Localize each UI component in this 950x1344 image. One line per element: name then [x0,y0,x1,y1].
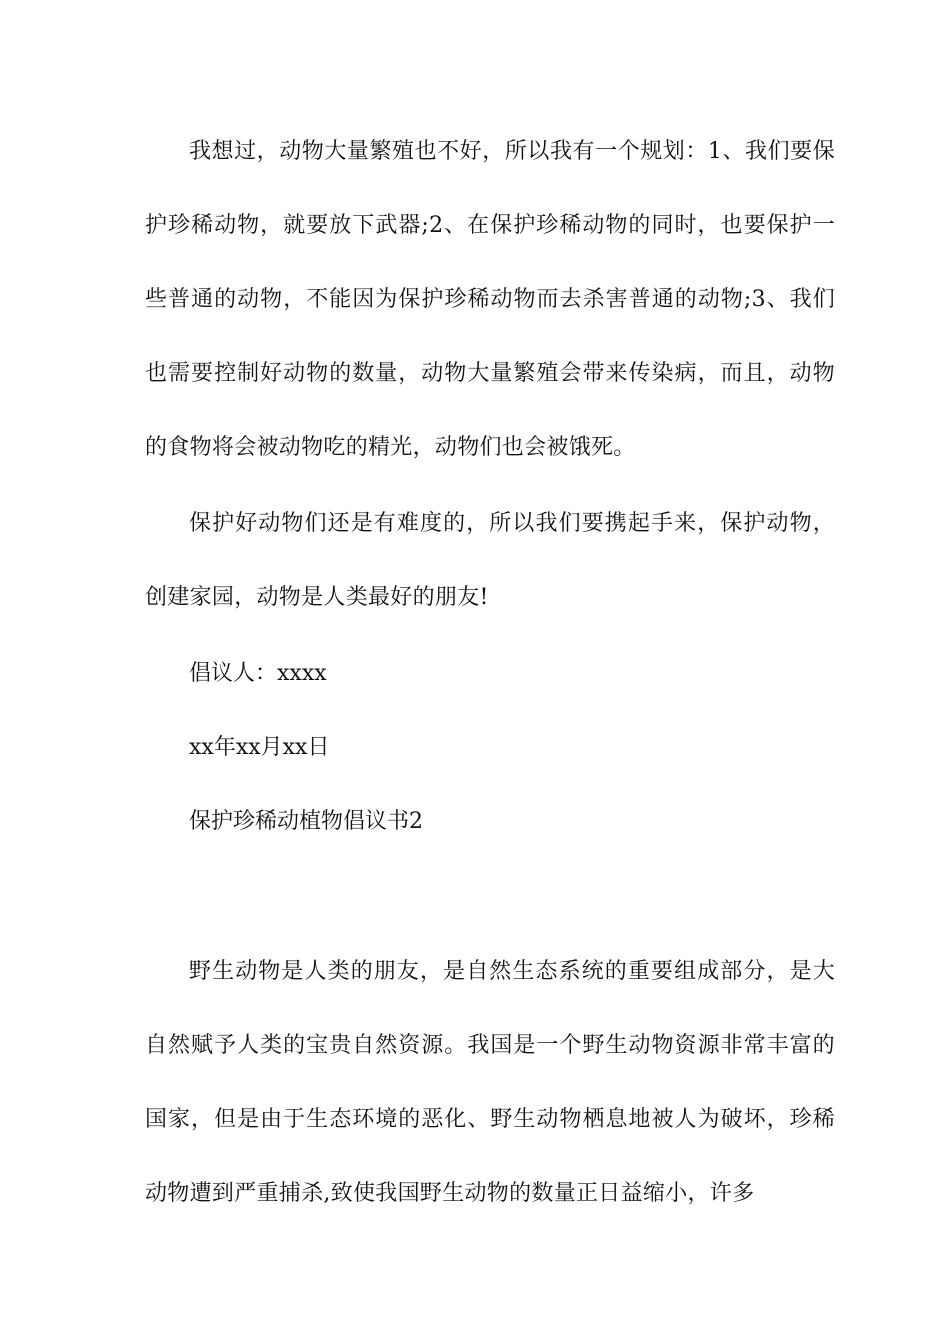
signature-line: 倡议人：xxxx [189,661,327,686]
paragraph-plan: 我想过，动物大量繁殖也不好，所以我有一个规划：1、我们要保护珍稀动物，就要放下武器;2、在保护珍稀动物的同时，也要保护一些普通的动物，不能因为保护珍稀动物而去杀害普通的动物;3、我们也需要控制好动物的数量，动物大量繁殖会带来传染病，而且，动物的食物将会被动物吃的精光，动物们也会被饿死。 [145,139,835,460]
section-title: 保护珍稀动植物倡议书2 [189,809,423,834]
paragraph-call-to-action: 保护好动物们还是有难度的，所以我们要携起手来，保护动物，创建家园，动物是人类最好的朋友! [145,511,835,610]
date-line: xx年xx月xx日 [189,735,330,760]
paragraph-wildlife-intro: 野生动物是人类的朋友，是自然生态系统的重要组成部分，是大自然赋予人类的宝贵自然资源。我国是一个野生动物资源非常丰富的国家，但是由于生态环境的恶化、野生动物栖息地被人为破坏，珍稀动物遭到严重捕杀,致使我国野生动物的数量正日益缩小，许多 [145,959,835,1206]
